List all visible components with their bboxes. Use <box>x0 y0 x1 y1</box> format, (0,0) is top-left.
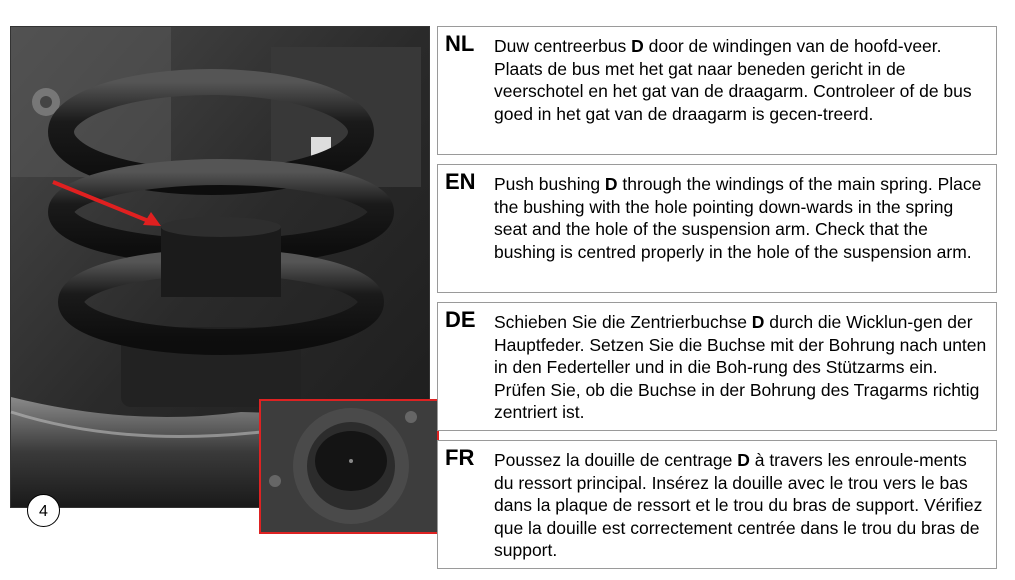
instruction-block-en <box>437 164 997 293</box>
text-pre: Push bushing <box>494 174 605 194</box>
text-post: à travers les enroule-ments du ressort principal. Insérez la douille avec le trou vers le bas dans la plaque de ressort et le trou du bras de support. Vérifiez que la douille est correctement centrée dans le trou du bras de support. <box>494 450 983 560</box>
language-code: NL <box>445 31 475 56</box>
part-label: D <box>751 312 765 332</box>
instruction-text <box>494 173 990 263</box>
instruction-block-de <box>437 302 997 431</box>
instruction-text <box>494 449 990 562</box>
detail-illustration <box>261 401 437 532</box>
text-post: durch die Wicklun-gen der Hauptfeder. Setzen Sie die Buchse mit der Bohrung nach unten in den Federteller und in die Boh-rung des Stützarms ein. Prüfen Sie, ob die Buchse in der Bohrung des Tragarms richtig zentriert ist. <box>494 312 987 422</box>
detail-inset <box>259 399 439 534</box>
installation-photo <box>10 26 430 520</box>
text-pre: Duw centreerbus <box>494 36 632 56</box>
step-number-badge: 4 <box>27 494 60 527</box>
part-label: D <box>604 174 618 194</box>
language-code: FR <box>445 445 475 470</box>
text-post: through the windings of the main spring. Place the bushing with the hole pointing down-wards in the spring seat and the hole of the suspension arm. Check that the bushing is centred properly in the hole of the suspension arm. <box>494 174 982 262</box>
instruction-text <box>494 311 990 424</box>
part-label: D <box>631 36 644 56</box>
text-pre: Schieben Sie die Zentrierbuchse <box>494 312 752 332</box>
instruction-block-nl <box>437 26 997 155</box>
text-pre: Poussez la douille de centrage <box>494 450 738 470</box>
instruction-block-fr <box>437 440 997 569</box>
language-code: DE <box>445 307 476 332</box>
language-code: EN <box>445 169 476 194</box>
text-post: door de windingen van de hoofd-veer. Plaats de bus met het gat naar beneden gericht in de veerschotel en het gat van de draagarm. Controleer of de bus goed in het gat van de draagarm is gecen-treerd. <box>494 36 972 124</box>
instruction-text <box>494 35 990 125</box>
part-label: D <box>737 450 750 470</box>
